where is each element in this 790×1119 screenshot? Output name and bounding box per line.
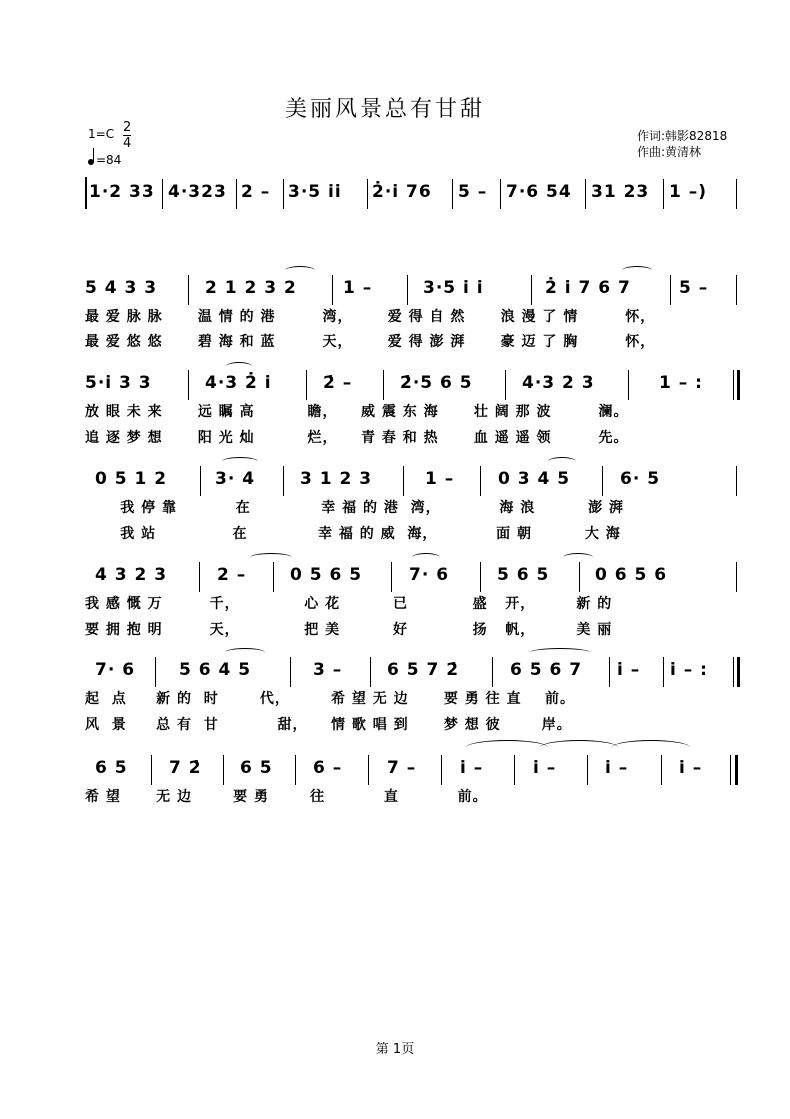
measure: 2 – xyxy=(241,182,271,202)
barline xyxy=(579,562,580,592)
time-signature-bottom: 4 xyxy=(123,136,132,151)
lyrics-row6-verse1: 起 点 新 的 时 代， 希 望 无 边 要 勇 往 直 前。 xyxy=(85,691,575,707)
measure: i̇ – xyxy=(533,758,557,778)
barline xyxy=(200,466,201,496)
lyricist: 作词:韩影82818 xyxy=(637,129,728,143)
lyrics-row5-verse2: 要 拥 抱 明 天， 把 美 好 扬 帆， 美 丽 xyxy=(85,622,613,638)
time-signature-top: 2 xyxy=(123,120,132,135)
measure: 3· 4 xyxy=(215,469,256,489)
measure: 5 – xyxy=(458,182,488,202)
page-number: 第 1页 xyxy=(375,1042,415,1057)
measure: 1 – : xyxy=(659,373,703,393)
measure: 4·323 xyxy=(168,182,227,202)
barline xyxy=(609,657,610,687)
barline xyxy=(661,755,662,785)
lyrics-row4-verse2: 我 站 在 幸 福 的 威 海， 面 朝 大 海 xyxy=(85,526,621,542)
barline xyxy=(306,370,307,400)
barline xyxy=(295,755,296,785)
lyrics-row5-verse1: 我 感 慨 万 千， 心 花 已 盛 开， 新 的 xyxy=(85,596,613,612)
slur xyxy=(285,266,315,275)
barline xyxy=(188,370,189,400)
measure: i̇ – xyxy=(617,660,641,680)
tempo-marking xyxy=(88,153,121,167)
barline xyxy=(188,275,189,305)
lyrics-row6-verse2: 风 景 总 有 甘 甜， 情 歌 唱 到 梦 想 彼 岸。 xyxy=(85,717,572,733)
measure: 7· 6 xyxy=(95,660,136,680)
measure: 7· 6 xyxy=(409,565,450,585)
barline-end xyxy=(737,370,740,400)
measure: 5 – xyxy=(679,278,709,298)
measure: 1 – xyxy=(425,469,455,489)
barline xyxy=(283,466,284,496)
barline xyxy=(602,466,603,496)
barline xyxy=(480,466,481,496)
tempo-value: =84 xyxy=(96,153,122,167)
measure: i̇ – xyxy=(460,758,484,778)
barline xyxy=(199,562,200,592)
song-title: 美丽风景总有甘甜 xyxy=(284,97,485,122)
score-row-6 xyxy=(85,655,745,689)
measure: i̇ – xyxy=(605,758,629,778)
slur xyxy=(225,648,265,657)
slur xyxy=(548,457,576,466)
barline xyxy=(514,755,515,785)
measure: 4·3 2 3 xyxy=(522,373,595,393)
score-row-3 xyxy=(85,368,745,402)
quarter-note-icon xyxy=(88,159,94,165)
measure: 5 6 5 xyxy=(497,565,550,585)
slur xyxy=(563,553,593,562)
slur xyxy=(222,457,258,466)
barline xyxy=(452,179,453,209)
barline xyxy=(500,179,501,209)
barline xyxy=(403,466,404,496)
measure: 0 6 5 6 xyxy=(595,565,668,585)
barline xyxy=(663,179,664,209)
barline xyxy=(730,755,731,785)
measure: 3·5 i̇i̇ xyxy=(288,182,342,202)
barline xyxy=(670,275,671,305)
lyrics-row2-verse2: 最 爱 悠 悠 碧 海 和 蓝 天， 爱 得 澎 湃 豪 迈 了 胸 怀， xyxy=(85,334,656,350)
measure: 5·i̇ 3 3 xyxy=(85,373,152,393)
barline xyxy=(367,179,368,209)
slur xyxy=(226,362,252,371)
measure: 3 1 2 3 xyxy=(300,469,373,489)
barline xyxy=(151,755,152,785)
score-row-5 xyxy=(85,560,745,594)
lyrics-row7-verse1: 希 望 无 边 要 勇 往 直 前。 xyxy=(85,789,488,805)
tie xyxy=(612,740,690,755)
barline xyxy=(85,177,87,209)
barline xyxy=(480,562,481,592)
barline xyxy=(383,370,384,400)
barline xyxy=(736,466,737,496)
measure: i̇ – : xyxy=(670,660,708,680)
tie xyxy=(540,740,618,755)
composer: 作曲:黄清林 xyxy=(637,145,702,159)
measure: 1·2 33 xyxy=(89,182,155,202)
measure: 0 5 6 5 xyxy=(290,565,363,585)
barline xyxy=(733,657,734,687)
barline xyxy=(332,275,333,305)
measure: 5 6 4 5 xyxy=(179,660,252,680)
measure: 3 – xyxy=(313,660,343,680)
lyrics-row2-verse1: 最 爱 脉 脉 温 情 的 港 湾， 爱 得 自 然 浪 漫 了 情 怀， xyxy=(85,309,656,325)
measure: 2 – xyxy=(217,565,247,585)
barline xyxy=(736,562,737,592)
barline xyxy=(531,275,532,305)
key-signature: 1=C xyxy=(88,127,115,141)
measure: 0 5 1 2 xyxy=(95,469,168,489)
lyrics-row3-verse1: 放 眼 未 来 远 瞩 高 瞻， 威 震 东 海 壮 阔 那 波 澜。 xyxy=(85,404,629,420)
barline xyxy=(290,657,291,687)
barline xyxy=(273,562,274,592)
measure: 1 –) xyxy=(669,182,708,202)
measure: 2̇·5 6 5 xyxy=(400,373,473,393)
measure: 2̇ – xyxy=(323,373,353,393)
measure: 4 3 2 3 xyxy=(95,565,168,585)
barline xyxy=(370,657,371,687)
barline xyxy=(733,370,734,400)
barline xyxy=(155,657,156,687)
barline xyxy=(663,657,664,687)
barline xyxy=(407,275,408,305)
barline xyxy=(736,275,737,305)
measure: 3·5 i̇ i̇ xyxy=(423,278,484,298)
measure: 7·6 54 xyxy=(506,182,572,202)
measure: 7 2̇ xyxy=(169,758,202,778)
barline-end xyxy=(737,657,740,687)
barline xyxy=(368,755,369,785)
slur xyxy=(412,553,440,562)
barline xyxy=(628,370,629,400)
barline xyxy=(283,179,284,209)
barline xyxy=(736,179,737,209)
barline xyxy=(162,179,163,209)
score-row-2 xyxy=(85,273,745,307)
measure: 5 4 3 3 xyxy=(85,278,158,298)
measure: 7 – xyxy=(387,758,417,778)
slur xyxy=(250,553,292,562)
measure: 6· 5 xyxy=(620,469,661,489)
measure: 0 3 4 5 xyxy=(498,469,571,489)
measure: 2 1 2 3 2 xyxy=(205,278,297,298)
measure: 2̇·i̇ 76 xyxy=(372,182,432,202)
measure: i̇ – xyxy=(679,758,703,778)
barline-final xyxy=(735,755,738,785)
measure: 2̇ i̇ 7 6 7 xyxy=(545,278,631,298)
lyrics-row4-verse1: 我 停 靠 在 幸 福 的 港 湾， 海 浪 澎 湃 xyxy=(85,500,624,516)
barline xyxy=(223,755,224,785)
score-row-4 xyxy=(85,464,745,498)
slur xyxy=(622,266,652,275)
measure: 6 5 6 7 xyxy=(510,660,583,680)
barline xyxy=(236,179,237,209)
barline xyxy=(441,755,442,785)
lyrics-row3-verse2: 追 逐 梦 想 阳 光 灿 烂， 青 春 和 热 血 遥 遥 领 先。 xyxy=(85,430,629,446)
measure: 4·3 2̇ i̇ xyxy=(205,373,272,393)
measure: 31 23 xyxy=(591,182,650,202)
tie xyxy=(466,740,548,755)
measure: 6 5 7 2̇ xyxy=(387,660,460,680)
measure: 1 – xyxy=(343,278,373,298)
measure: 6 5 xyxy=(95,758,128,778)
measure: 6 5 xyxy=(240,758,273,778)
barline xyxy=(587,755,588,785)
measure: 6 – xyxy=(313,758,343,778)
barline xyxy=(505,370,506,400)
score-row-1 xyxy=(85,177,745,211)
slur xyxy=(530,648,590,657)
score-row-7 xyxy=(85,753,745,787)
time-signature xyxy=(123,120,131,151)
barline xyxy=(585,179,586,209)
barline xyxy=(391,562,392,592)
barline xyxy=(492,657,493,687)
